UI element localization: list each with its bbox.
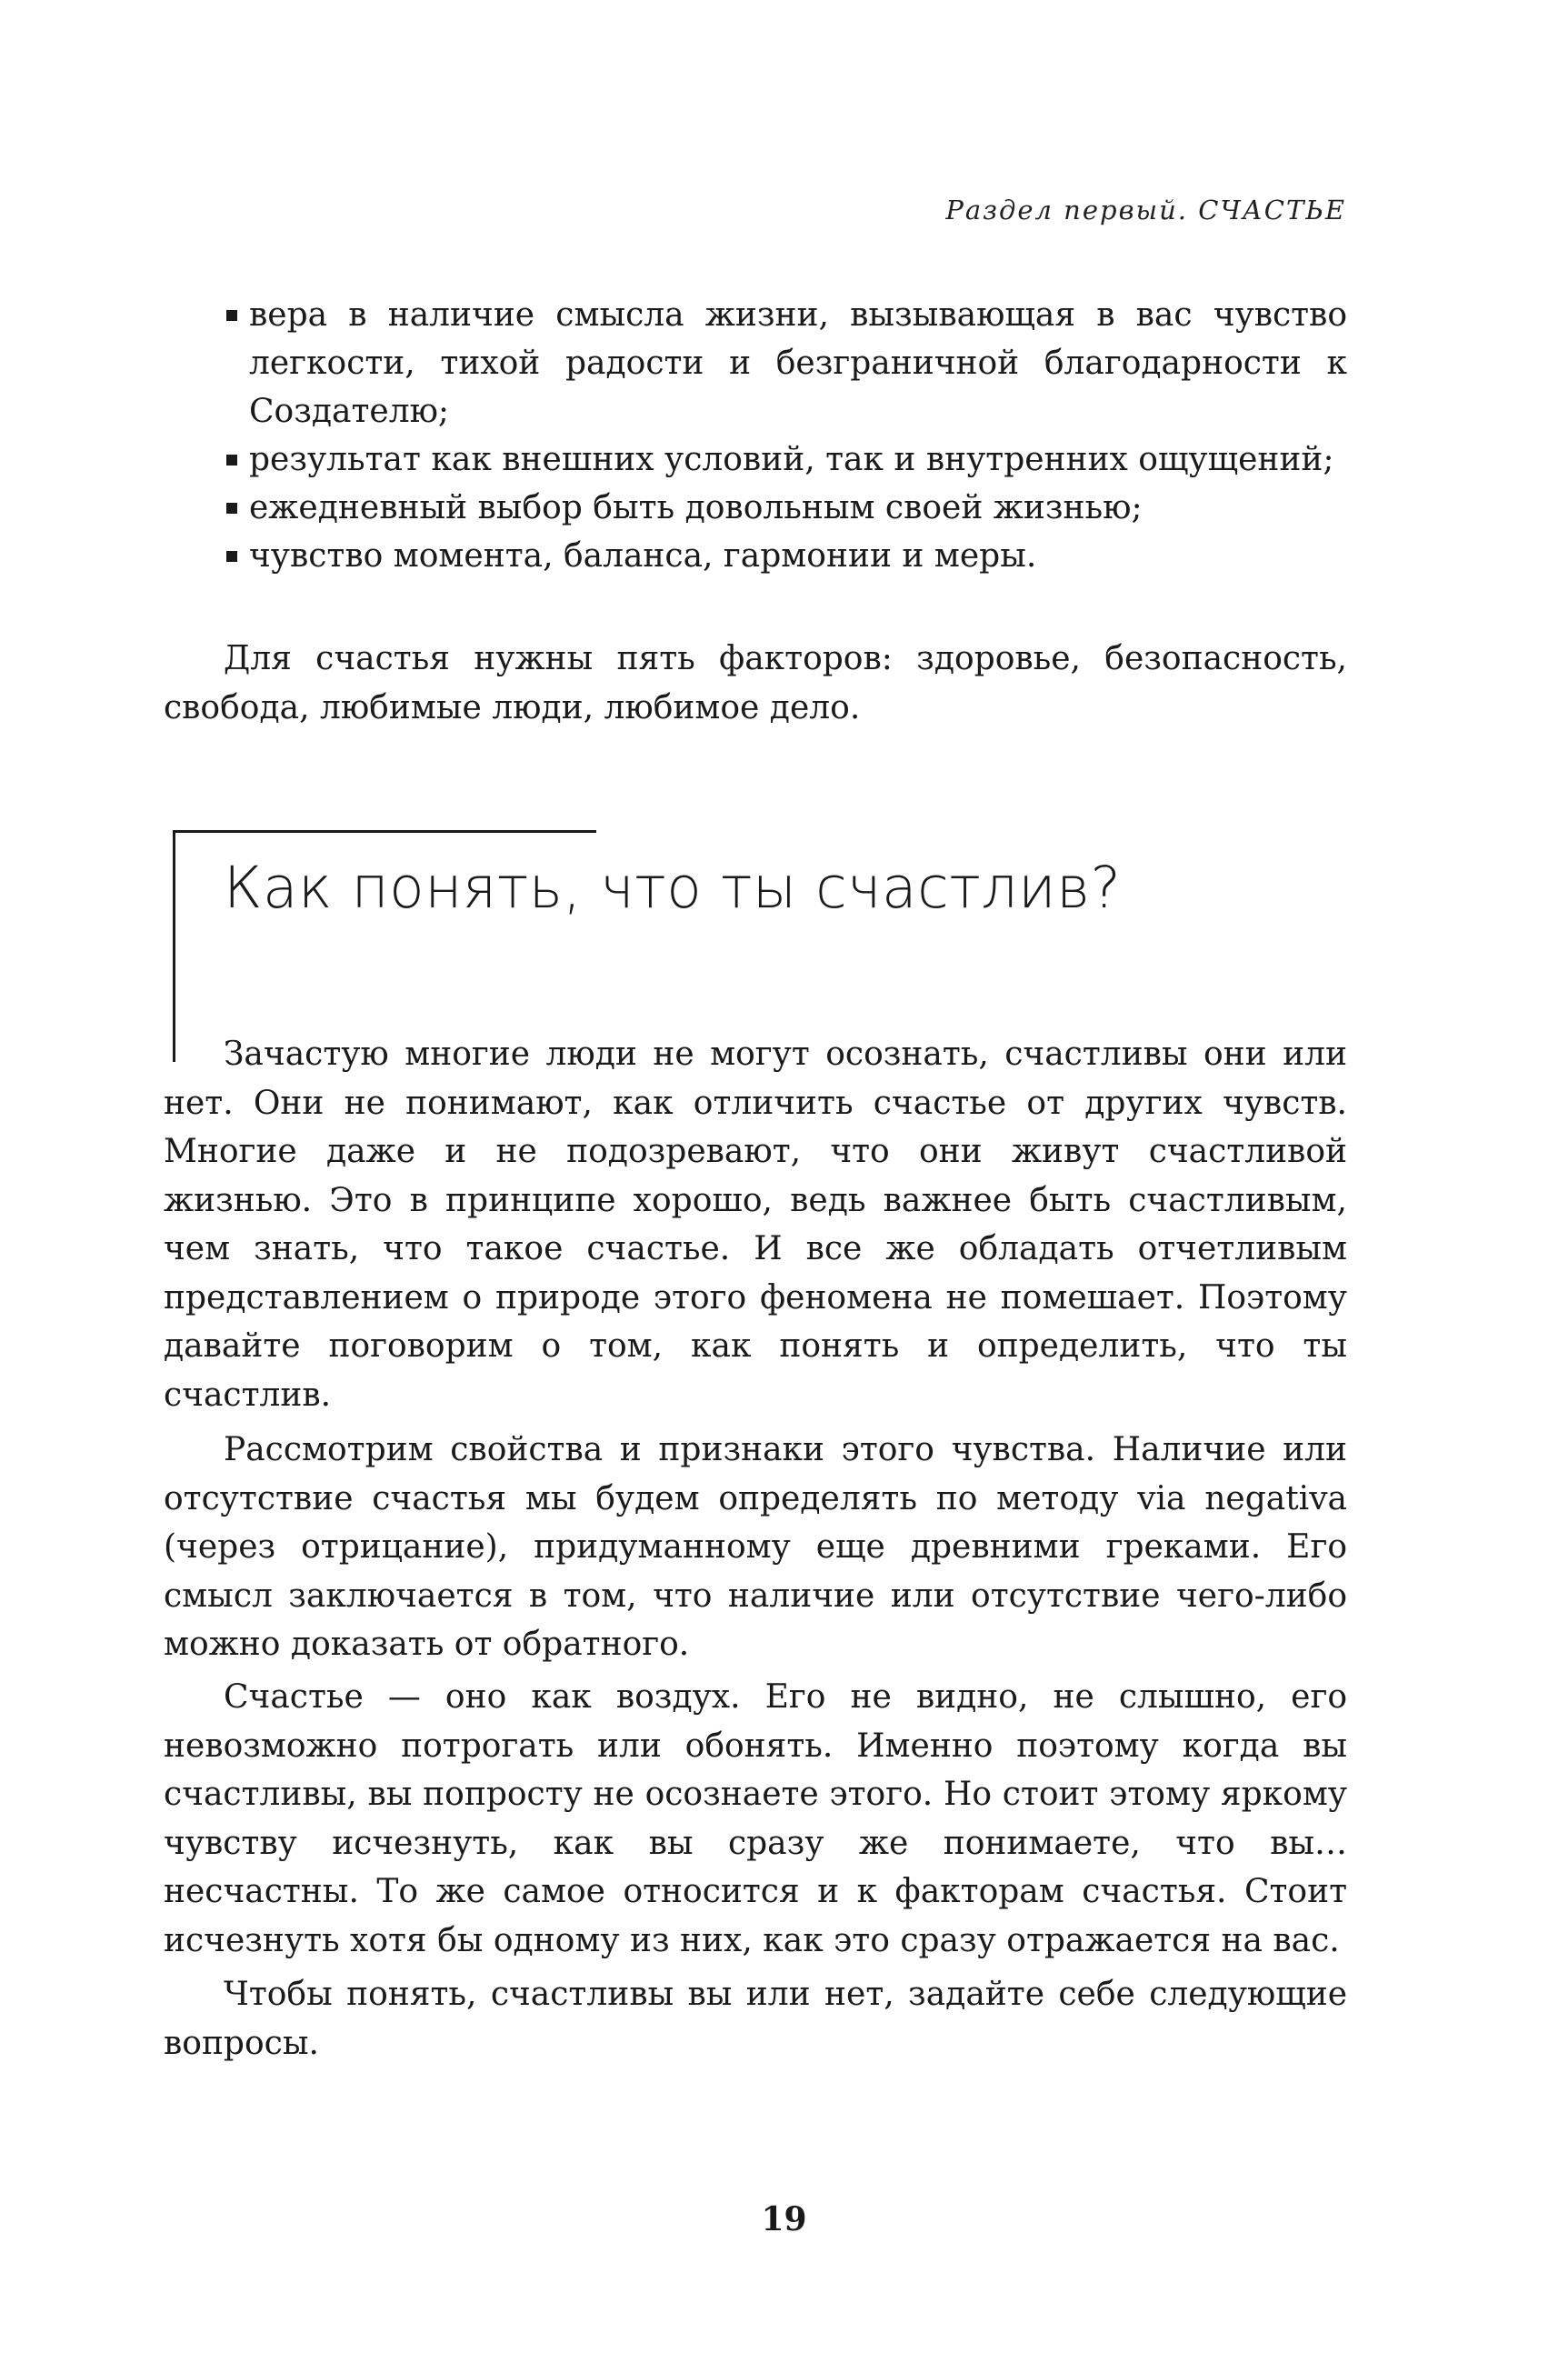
list-item-text: чувство момента, баланса, гармонии и меры. <box>249 537 1037 575</box>
list-item <box>224 484 1347 532</box>
bullet-list <box>224 291 1347 580</box>
square-bullet-icon <box>226 503 237 514</box>
list-item-text: вера в наличие смысла жизни, вызывающая в вас чувство легкости, тихой радости и безграничной благодарности к Создателю; <box>249 296 1347 430</box>
list-item-text: результат как внешних условий, так и внутренних ощущений; <box>249 441 1334 478</box>
square-bullet-icon <box>226 551 237 562</box>
paragraph-questions: Чтобы понять, счастливы вы или нет, задайте себе следующие вопросы. <box>164 1976 1347 2062</box>
list-item <box>224 291 1347 436</box>
square-bullet-icon <box>226 455 237 466</box>
paragraph-method: Рассмотрим свойства и признаки этого чувства. Наличие или отсутствие счастья мы будем определять по методу via negativa (через отрицание), придуманному еще древними греками. Его смысл заключается в том, что наличие или отсутствие чего-либо можно доказать от обратного. <box>164 1431 1347 1663</box>
section-frame-left-rule <box>173 830 175 1062</box>
list-item <box>224 532 1347 580</box>
list-item-text: ежедневный выбор быть довольным своей жизнью; <box>249 489 1143 526</box>
list-item <box>224 436 1347 484</box>
paragraph-intro: Зачастую многие люди не могут осознать, счастливы они или нет. Они не понимают, как отличить счастье от других чувств. Многие даже и не подозревают, что они живут счастливой жизнью. Это в принципе хорошо, ведь важнее быть счастливым, чем знать, что такое счастье. И все же обладать отчетливым представлением о природе этого феномена не помешает. Поэтому давайте поговорим о том, как понять и определить, что ты счастлив. <box>164 1036 1347 1414</box>
section-frame-top-rule <box>173 830 596 833</box>
paragraph-factors: Для счастья нужны пять факторов: здоровье, безопасность, свобода, любимые люди, любимое дело. <box>164 640 1347 726</box>
square-bullet-icon <box>226 310 237 321</box>
section-title: Как понять, что ты счастлив? <box>224 855 1122 921</box>
page-number: 19 <box>761 2200 807 2238</box>
running-header: Раздел первый. СЧАСТЬЕ <box>945 195 1346 225</box>
paragraph-air: Счастье — оно как воздух. Его не видно, не слышно, его невозможно потрогать или обонять. Именно поэтому когда вы счастливы, вы попросту не осознаете этого. Но стоит этому яркому чувству исчезнуть, как вы сразу же понимаете, что вы… несчастны. То же самое относится и к факторам счастья. Стоит исчезнуть хотя бы одному из них, как это сразу отражается на вас. <box>164 1678 1347 1959</box>
